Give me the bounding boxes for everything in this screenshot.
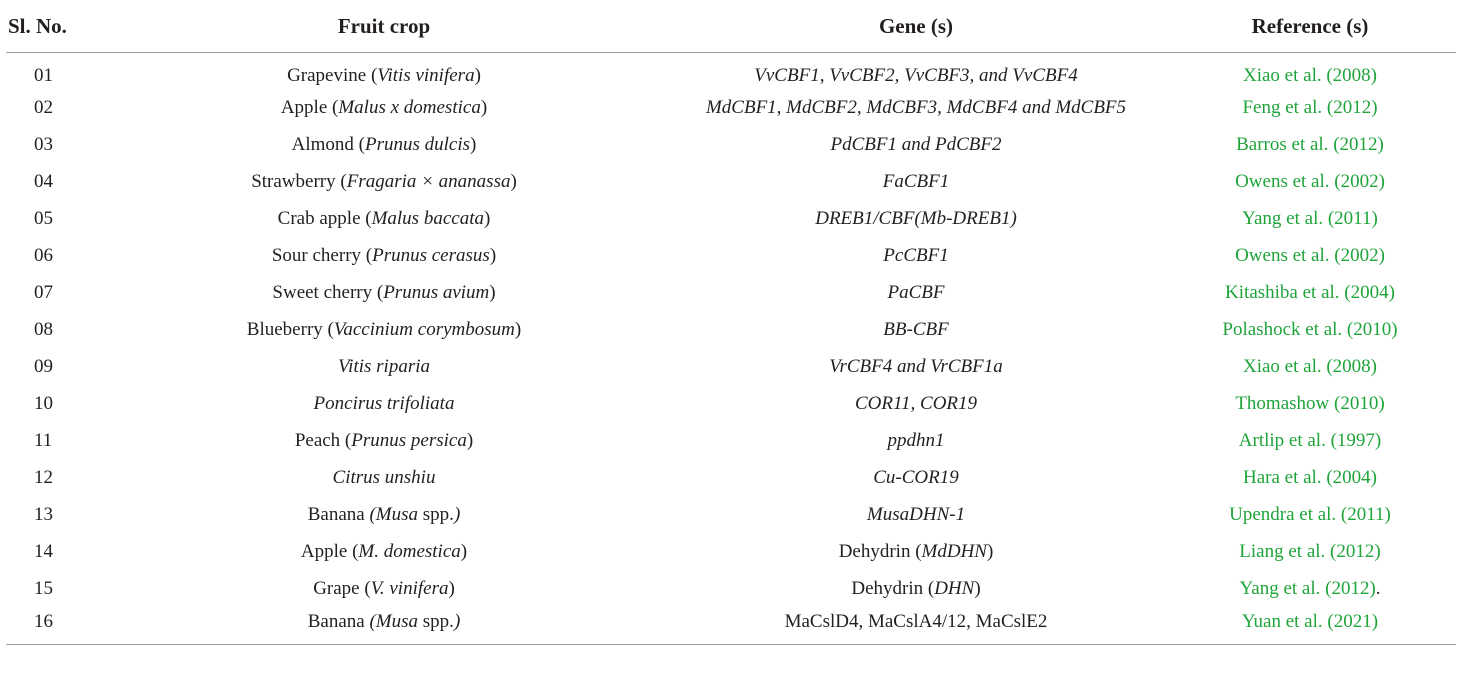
table-row bbox=[6, 571, 1456, 608]
cell-reference bbox=[1164, 275, 1456, 312]
cell-fruit-crop-segment: Malus x domestica bbox=[338, 97, 481, 118]
cell-fruit-crop-segment: ) bbox=[489, 282, 496, 303]
cell-genes-segment: BB-CBF bbox=[883, 319, 949, 340]
cell-fruit-crop-segment: Citrus unshiu bbox=[332, 467, 436, 488]
cell-sl-no: 03 bbox=[34, 134, 53, 155]
cell-fruit-crop-segment: Prunus avium bbox=[383, 282, 490, 303]
cell-fruit-crop bbox=[100, 497, 668, 534]
cell-sl-no: 07 bbox=[34, 282, 53, 303]
cell-reference bbox=[1164, 460, 1456, 497]
cell-fruit-crop-segment: Grapevine ( bbox=[287, 65, 378, 87]
cell-genes bbox=[668, 238, 1164, 275]
reference-link[interactable]: Owens et al. (2002) bbox=[1235, 171, 1385, 192]
cell-reference bbox=[1164, 608, 1456, 645]
cell-fruit-crop-segment: ) bbox=[453, 504, 461, 525]
table-row bbox=[6, 349, 1456, 386]
table-row bbox=[6, 90, 1456, 127]
table-row bbox=[6, 608, 1456, 645]
cell-genes bbox=[668, 349, 1164, 386]
cell-fruit-crop-segment: Prunus dulcis bbox=[365, 134, 471, 155]
cell-fruit-crop-segment: ) bbox=[448, 578, 455, 599]
cell-fruit-crop-segment: Vitis riparia bbox=[337, 356, 431, 377]
cell-reference bbox=[1164, 164, 1456, 201]
cell-fruit-crop bbox=[100, 386, 668, 423]
cell-sl-no: 13 bbox=[34, 504, 53, 525]
table-row bbox=[6, 164, 1456, 201]
cell-fruit-crop-segment: ) bbox=[514, 319, 522, 340]
cell-reference bbox=[1164, 53, 1456, 90]
cell-genes-segment: FaCBF1 bbox=[882, 171, 950, 192]
cell-fruit-crop-segment: Fragaria × ananassa bbox=[346, 171, 511, 192]
cell-reference bbox=[1164, 386, 1456, 423]
header-fruit-crop: Fruit crop bbox=[337, 13, 431, 38]
reference-link[interactable]: Artlip et al. (1997) bbox=[1238, 430, 1382, 451]
reference-link[interactable]: Feng et al. (2012) bbox=[1242, 97, 1378, 118]
cell-fruit-crop-segment: Apple ( bbox=[280, 97, 339, 118]
cell-fruit-crop bbox=[100, 460, 668, 497]
cell-fruit-crop-segment: Peach ( bbox=[294, 430, 352, 451]
cell-fruit-crop-segment: spp. bbox=[418, 504, 454, 525]
table-row bbox=[6, 423, 1456, 460]
cell-fruit-crop-segment: ) bbox=[474, 65, 481, 87]
cell-sl-no: 11 bbox=[34, 430, 53, 451]
table-row bbox=[6, 497, 1456, 534]
table-body bbox=[6, 53, 1456, 645]
cell-genes-segment: Cu-COR19 bbox=[873, 467, 959, 488]
cell-reference bbox=[1164, 534, 1456, 571]
cell-fruit-crop-segment: Sweet cherry ( bbox=[272, 282, 384, 303]
cell-genes-segment: ppdhn1 bbox=[887, 430, 945, 451]
table-row bbox=[6, 238, 1456, 275]
cell-genes-segment: PcCBF1 bbox=[883, 245, 949, 266]
cell-genes-segment: PaCBF bbox=[887, 282, 945, 303]
cell-fruit-crop-segment: ) bbox=[470, 134, 477, 155]
cell-fruit-crop-segment: Prunus persica bbox=[351, 430, 467, 451]
cell-fruit-crop-segment: Strawberry ( bbox=[251, 171, 347, 192]
cell-fruit-crop-segment: ) bbox=[510, 171, 517, 192]
cell-genes-segment: Dehydrin ( bbox=[851, 578, 935, 599]
cell-fruit-crop bbox=[100, 53, 668, 90]
reference-link[interactable]: Kitashiba et al. (2004) bbox=[1225, 282, 1395, 303]
table-row bbox=[6, 312, 1456, 349]
reference-link[interactable]: Yuan et al. (2021) bbox=[1241, 610, 1379, 632]
cell-genes bbox=[668, 127, 1164, 164]
reference-link[interactable]: Upendra et al. (2011) bbox=[1229, 504, 1391, 525]
reference-link[interactable]: Polashock et al. (2010) bbox=[1222, 319, 1398, 340]
cell-fruit-crop-segment: Apple ( bbox=[300, 541, 359, 562]
cell-sl-no: 04 bbox=[34, 171, 53, 192]
genes-table bbox=[6, 0, 1456, 645]
cell-fruit-crop bbox=[100, 608, 668, 645]
cell-reference bbox=[1164, 349, 1456, 386]
cell-genes bbox=[668, 571, 1164, 608]
cell-genes-segment: VvCBF1, VvCBF2, VvCBF3, and VvCBF4 bbox=[754, 65, 1078, 87]
cell-sl-no: 09 bbox=[34, 356, 53, 377]
cell-fruit-crop bbox=[100, 312, 668, 349]
reference-suffix: . bbox=[1375, 578, 1381, 599]
table-row bbox=[6, 460, 1456, 497]
cell-genes bbox=[668, 164, 1164, 201]
cell-sl-no: 14 bbox=[34, 541, 53, 562]
cell-fruit-crop bbox=[100, 571, 668, 608]
reference-link[interactable]: Xiao et al. (2008) bbox=[1242, 65, 1377, 87]
cell-genes-segment: DHN bbox=[934, 578, 975, 599]
cell-genes bbox=[668, 497, 1164, 534]
cell-fruit-crop-segment: Malus baccata bbox=[371, 208, 484, 229]
cell-fruit-crop bbox=[100, 275, 668, 312]
cell-reference bbox=[1164, 90, 1456, 127]
cell-sl-no: 15 bbox=[34, 578, 53, 599]
reference-link[interactable]: Owens et al. (2002) bbox=[1235, 245, 1385, 266]
cell-genes-segment: Dehydrin ( bbox=[838, 541, 922, 562]
cell-fruit-crop-segment: ) bbox=[483, 208, 491, 229]
header-sl-no: Sl. No. bbox=[8, 13, 67, 38]
table-row bbox=[6, 127, 1456, 164]
table-row bbox=[6, 534, 1456, 571]
cell-fruit-crop-segment: Blueberry ( bbox=[246, 319, 334, 340]
reference-link[interactable]: Yang et al. (2011) bbox=[1242, 208, 1378, 229]
reference-link[interactable]: Liang et al. (2012) bbox=[1239, 541, 1381, 562]
cell-genes-segment: MdCBF1, MdCBF2, MdCBF3, MdCBF4 and MdCBF5 bbox=[705, 97, 1127, 118]
cell-fruit-crop-segment: ) bbox=[480, 97, 488, 118]
cell-genes-segment: DREB1/CBF(Mb-DREB1) bbox=[815, 208, 1017, 229]
cell-genes-segment: ) bbox=[974, 578, 981, 599]
cell-genes bbox=[668, 201, 1164, 238]
cell-genes bbox=[668, 460, 1164, 497]
cell-genes-segment: VrCBF4 and VrCBF1a bbox=[829, 356, 1003, 377]
cell-genes bbox=[668, 275, 1164, 312]
cell-genes bbox=[668, 608, 1164, 645]
cell-fruit-crop-segment: Grape ( bbox=[313, 578, 371, 599]
cell-genes-segment: MdDHN bbox=[921, 541, 987, 562]
table-row bbox=[6, 275, 1456, 312]
reference-link[interactable]: Hara et al. (2004) bbox=[1243, 467, 1377, 488]
cell-sl-no: 08 bbox=[34, 319, 53, 340]
cell-genes bbox=[668, 312, 1164, 349]
cell-reference bbox=[1164, 201, 1456, 238]
cell-fruit-crop-segment: Banana bbox=[307, 504, 370, 525]
cell-genes-segment: MaCslD4, MaCslA4/12, MaCslE2 bbox=[784, 610, 1048, 632]
table-row bbox=[6, 53, 1456, 90]
cell-fruit-crop-segment: spp. bbox=[418, 610, 454, 632]
cell-sl-no: 10 bbox=[34, 393, 53, 414]
table-row bbox=[6, 201, 1456, 238]
reference-link[interactable]: Xiao et al. (2008) bbox=[1242, 356, 1377, 377]
cell-fruit-crop-segment: Crab apple ( bbox=[277, 208, 372, 229]
cell-reference bbox=[1164, 238, 1456, 275]
cell-reference bbox=[1164, 312, 1456, 349]
cell-fruit-crop-segment: Vitis vinifera bbox=[377, 65, 475, 87]
cell-fruit-crop bbox=[100, 534, 668, 571]
cell-reference bbox=[1164, 571, 1456, 608]
cell-fruit-crop-segment: Almond ( bbox=[291, 134, 365, 155]
cell-fruit-crop-segment: V. vinifera bbox=[370, 578, 449, 599]
cell-fruit-crop-segment: Sour cherry ( bbox=[271, 245, 373, 266]
cell-fruit-crop-segment: ) bbox=[460, 541, 468, 562]
cell-fruit-crop-segment: ) bbox=[453, 610, 461, 632]
cell-sl-no: 02 bbox=[34, 97, 53, 118]
cell-fruit-crop-segment: (Musa bbox=[369, 504, 419, 525]
cell-fruit-crop bbox=[100, 349, 668, 386]
cell-genes bbox=[668, 90, 1164, 127]
cell-genes bbox=[668, 53, 1164, 90]
table-row bbox=[6, 386, 1456, 423]
cell-sl-no: 16 bbox=[34, 610, 53, 632]
header-references: Reference (s) bbox=[1251, 13, 1369, 38]
cell-genes-segment: COR11, COR19 bbox=[854, 393, 978, 414]
cell-fruit-crop-segment: Banana bbox=[307, 610, 370, 632]
cell-genes bbox=[668, 423, 1164, 460]
cell-fruit-crop-segment: ) bbox=[489, 245, 497, 266]
cell-fruit-crop bbox=[100, 164, 668, 201]
cell-reference bbox=[1164, 423, 1456, 460]
cell-fruit-crop-segment: Vaccinium corymbosum bbox=[333, 319, 515, 340]
cell-fruit-crop bbox=[100, 201, 668, 238]
cell-genes bbox=[668, 386, 1164, 423]
header-row bbox=[6, 0, 1456, 53]
cell-fruit-crop bbox=[100, 423, 668, 460]
reference-link[interactable]: Thomashow (2010) bbox=[1235, 393, 1385, 414]
cell-fruit-crop-segment: (Musa bbox=[369, 610, 419, 632]
cell-reference bbox=[1164, 127, 1456, 164]
reference-link[interactable]: Yang et al. (2012) bbox=[1239, 578, 1376, 599]
cell-fruit-crop bbox=[100, 90, 668, 127]
cell-genes-segment: MusaDHN-1 bbox=[866, 504, 966, 525]
cell-fruit-crop-segment: ) bbox=[466, 430, 474, 451]
cell-genes-segment: ) bbox=[986, 541, 994, 562]
cell-fruit-crop-segment: Prunus cerasus bbox=[372, 245, 490, 266]
header-genes: Gene (s) bbox=[878, 13, 954, 38]
cell-sl-no: 12 bbox=[34, 467, 53, 488]
cell-genes-segment: PdCBF1 and PdCBF2 bbox=[830, 134, 1002, 155]
cell-fruit-crop bbox=[100, 238, 668, 275]
cell-genes bbox=[668, 534, 1164, 571]
reference-link[interactable]: Barros et al. (2012) bbox=[1236, 134, 1384, 155]
cell-fruit-crop bbox=[100, 127, 668, 164]
cell-reference bbox=[1164, 497, 1456, 534]
cell-sl-no: 06 bbox=[34, 245, 53, 266]
cell-sl-no: 05 bbox=[34, 208, 53, 229]
cell-sl-no: 01 bbox=[34, 65, 53, 87]
cell-fruit-crop-segment: M. domestica bbox=[358, 541, 461, 562]
cell-fruit-crop-segment: Poncirus trifoliata bbox=[313, 393, 455, 414]
